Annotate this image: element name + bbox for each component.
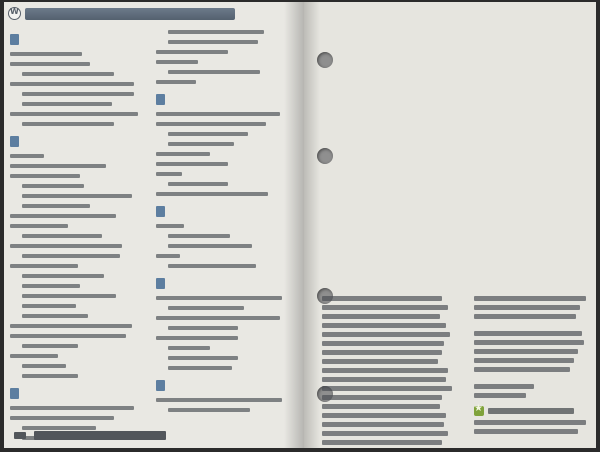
- body-text-column-b: [474, 296, 592, 438]
- index-entry: [156, 38, 294, 46]
- body-text-line: [322, 359, 438, 364]
- body-text-column-a: [322, 296, 460, 448]
- index-entry: [10, 202, 146, 210]
- note-heading: [474, 406, 592, 416]
- index-entry: [156, 190, 294, 198]
- index-entry: [156, 28, 294, 36]
- index-entry: [10, 332, 146, 340]
- index-section-letter: [156, 378, 294, 394]
- body-text-line: [474, 314, 576, 319]
- gutter-shadow-right: [304, 2, 320, 448]
- index-entry: [156, 344, 294, 352]
- index-entry: [10, 352, 146, 360]
- index-entry: [10, 80, 146, 88]
- index-entry: [156, 354, 294, 362]
- body-text-line: [474, 349, 578, 354]
- chapter-heading-band: [25, 8, 235, 20]
- index-section-letter: [156, 92, 294, 108]
- body-text-line: [322, 341, 444, 346]
- body-text-line: [474, 393, 526, 398]
- index-entry: [156, 180, 294, 188]
- index-section-letter: [156, 276, 294, 292]
- left-page: [4, 2, 304, 448]
- index-section-letter: [10, 32, 146, 48]
- body-text-line: [322, 440, 442, 445]
- index-entry: [10, 172, 146, 180]
- index-entry: [10, 100, 146, 108]
- index-entry: [10, 110, 146, 118]
- index-entry: [156, 160, 294, 168]
- index-entry: [10, 292, 146, 300]
- index-entry: [10, 90, 146, 98]
- body-text-line: [322, 386, 452, 391]
- index-entry: [10, 232, 146, 240]
- body-text-line: [474, 384, 534, 389]
- index-entry: [10, 414, 146, 422]
- body-text-line: [474, 420, 586, 425]
- right-page: [304, 2, 596, 448]
- index-entry: [156, 150, 294, 158]
- body-text-column-b-lines: [474, 296, 592, 398]
- index-entry: [156, 68, 294, 76]
- index-entry: [156, 48, 294, 56]
- body-text-line: [474, 340, 584, 345]
- index-column-right: [156, 26, 294, 416]
- body-text-line: [474, 331, 582, 336]
- index-entry: [156, 304, 294, 312]
- body-text-line: [474, 367, 570, 372]
- gutter-shadow: [284, 2, 304, 448]
- index-entry: [10, 342, 146, 350]
- body-text-line: [322, 314, 440, 319]
- index-entry: [10, 242, 146, 250]
- index-entry: [156, 140, 294, 148]
- index-entry: [10, 212, 146, 220]
- body-text-line: [474, 358, 574, 363]
- binder-hole: [317, 52, 333, 68]
- body-text-line: [322, 296, 442, 301]
- open-booklet-spread: [4, 2, 596, 448]
- index-entry: [156, 294, 294, 302]
- index-entry: [156, 262, 294, 270]
- index-entry: [10, 372, 146, 380]
- index-entry: [10, 282, 146, 290]
- note-lines: [474, 420, 592, 434]
- index-entry: [10, 60, 146, 68]
- body-text-line: [322, 431, 448, 436]
- body-text-line: [322, 323, 446, 328]
- note-box: [474, 406, 592, 434]
- body-text-line: [322, 350, 442, 355]
- index-entry: [10, 152, 146, 160]
- index-entry: [10, 404, 146, 412]
- index-entry: [10, 322, 146, 330]
- index-entry: [156, 120, 294, 128]
- index-entry: [10, 222, 146, 230]
- index-entry: [156, 110, 294, 118]
- body-text-line: [322, 404, 440, 409]
- index-entry: [10, 362, 146, 370]
- index-entry: [156, 232, 294, 240]
- index-entry: [10, 272, 146, 280]
- index-entry: [156, 396, 294, 404]
- body-text-line: [322, 395, 442, 400]
- index-entry: [10, 50, 146, 58]
- index-entry: [10, 162, 146, 170]
- index-entry: [10, 120, 146, 128]
- star-icon: [474, 406, 484, 416]
- index-entry: [156, 170, 294, 178]
- index-entry: [10, 182, 146, 190]
- index-entry: [156, 78, 294, 86]
- note-title-bar: [488, 408, 574, 414]
- body-text-line: [322, 413, 446, 418]
- body-text-line: [322, 422, 444, 427]
- index-entry: [156, 314, 294, 322]
- vw-logo-icon: [8, 7, 21, 20]
- body-text-line: [474, 296, 586, 301]
- index-section-letter: [10, 386, 146, 402]
- index-section-letter: [156, 204, 294, 220]
- body-text-line: [322, 305, 448, 310]
- index-entry: [156, 58, 294, 66]
- footer-title: [34, 431, 166, 440]
- body-text-line: [322, 332, 450, 337]
- index-entry: [156, 406, 294, 414]
- index-entry: [10, 312, 146, 320]
- index-entry: [10, 192, 146, 200]
- page-footer: [14, 431, 166, 440]
- index-entry: [10, 302, 146, 310]
- index-entry: [156, 222, 294, 230]
- body-text-line: [474, 429, 578, 434]
- page-number: [14, 432, 26, 439]
- index-entry: [156, 130, 294, 138]
- body-text-line: [474, 305, 580, 310]
- index-entry: [156, 334, 294, 342]
- index-entry: [10, 70, 146, 78]
- body-text-line: [322, 368, 448, 373]
- index-entry: [156, 252, 294, 260]
- index-entry: [156, 242, 294, 250]
- index-column-left: [10, 26, 146, 444]
- binder-hole: [317, 148, 333, 164]
- page-header: [8, 7, 235, 20]
- index-entry: [10, 262, 146, 270]
- index-section-letter: [10, 134, 146, 150]
- body-text-line: [322, 377, 446, 382]
- index-entry: [156, 324, 294, 332]
- index-entry: [10, 252, 146, 260]
- index-entry: [156, 364, 294, 372]
